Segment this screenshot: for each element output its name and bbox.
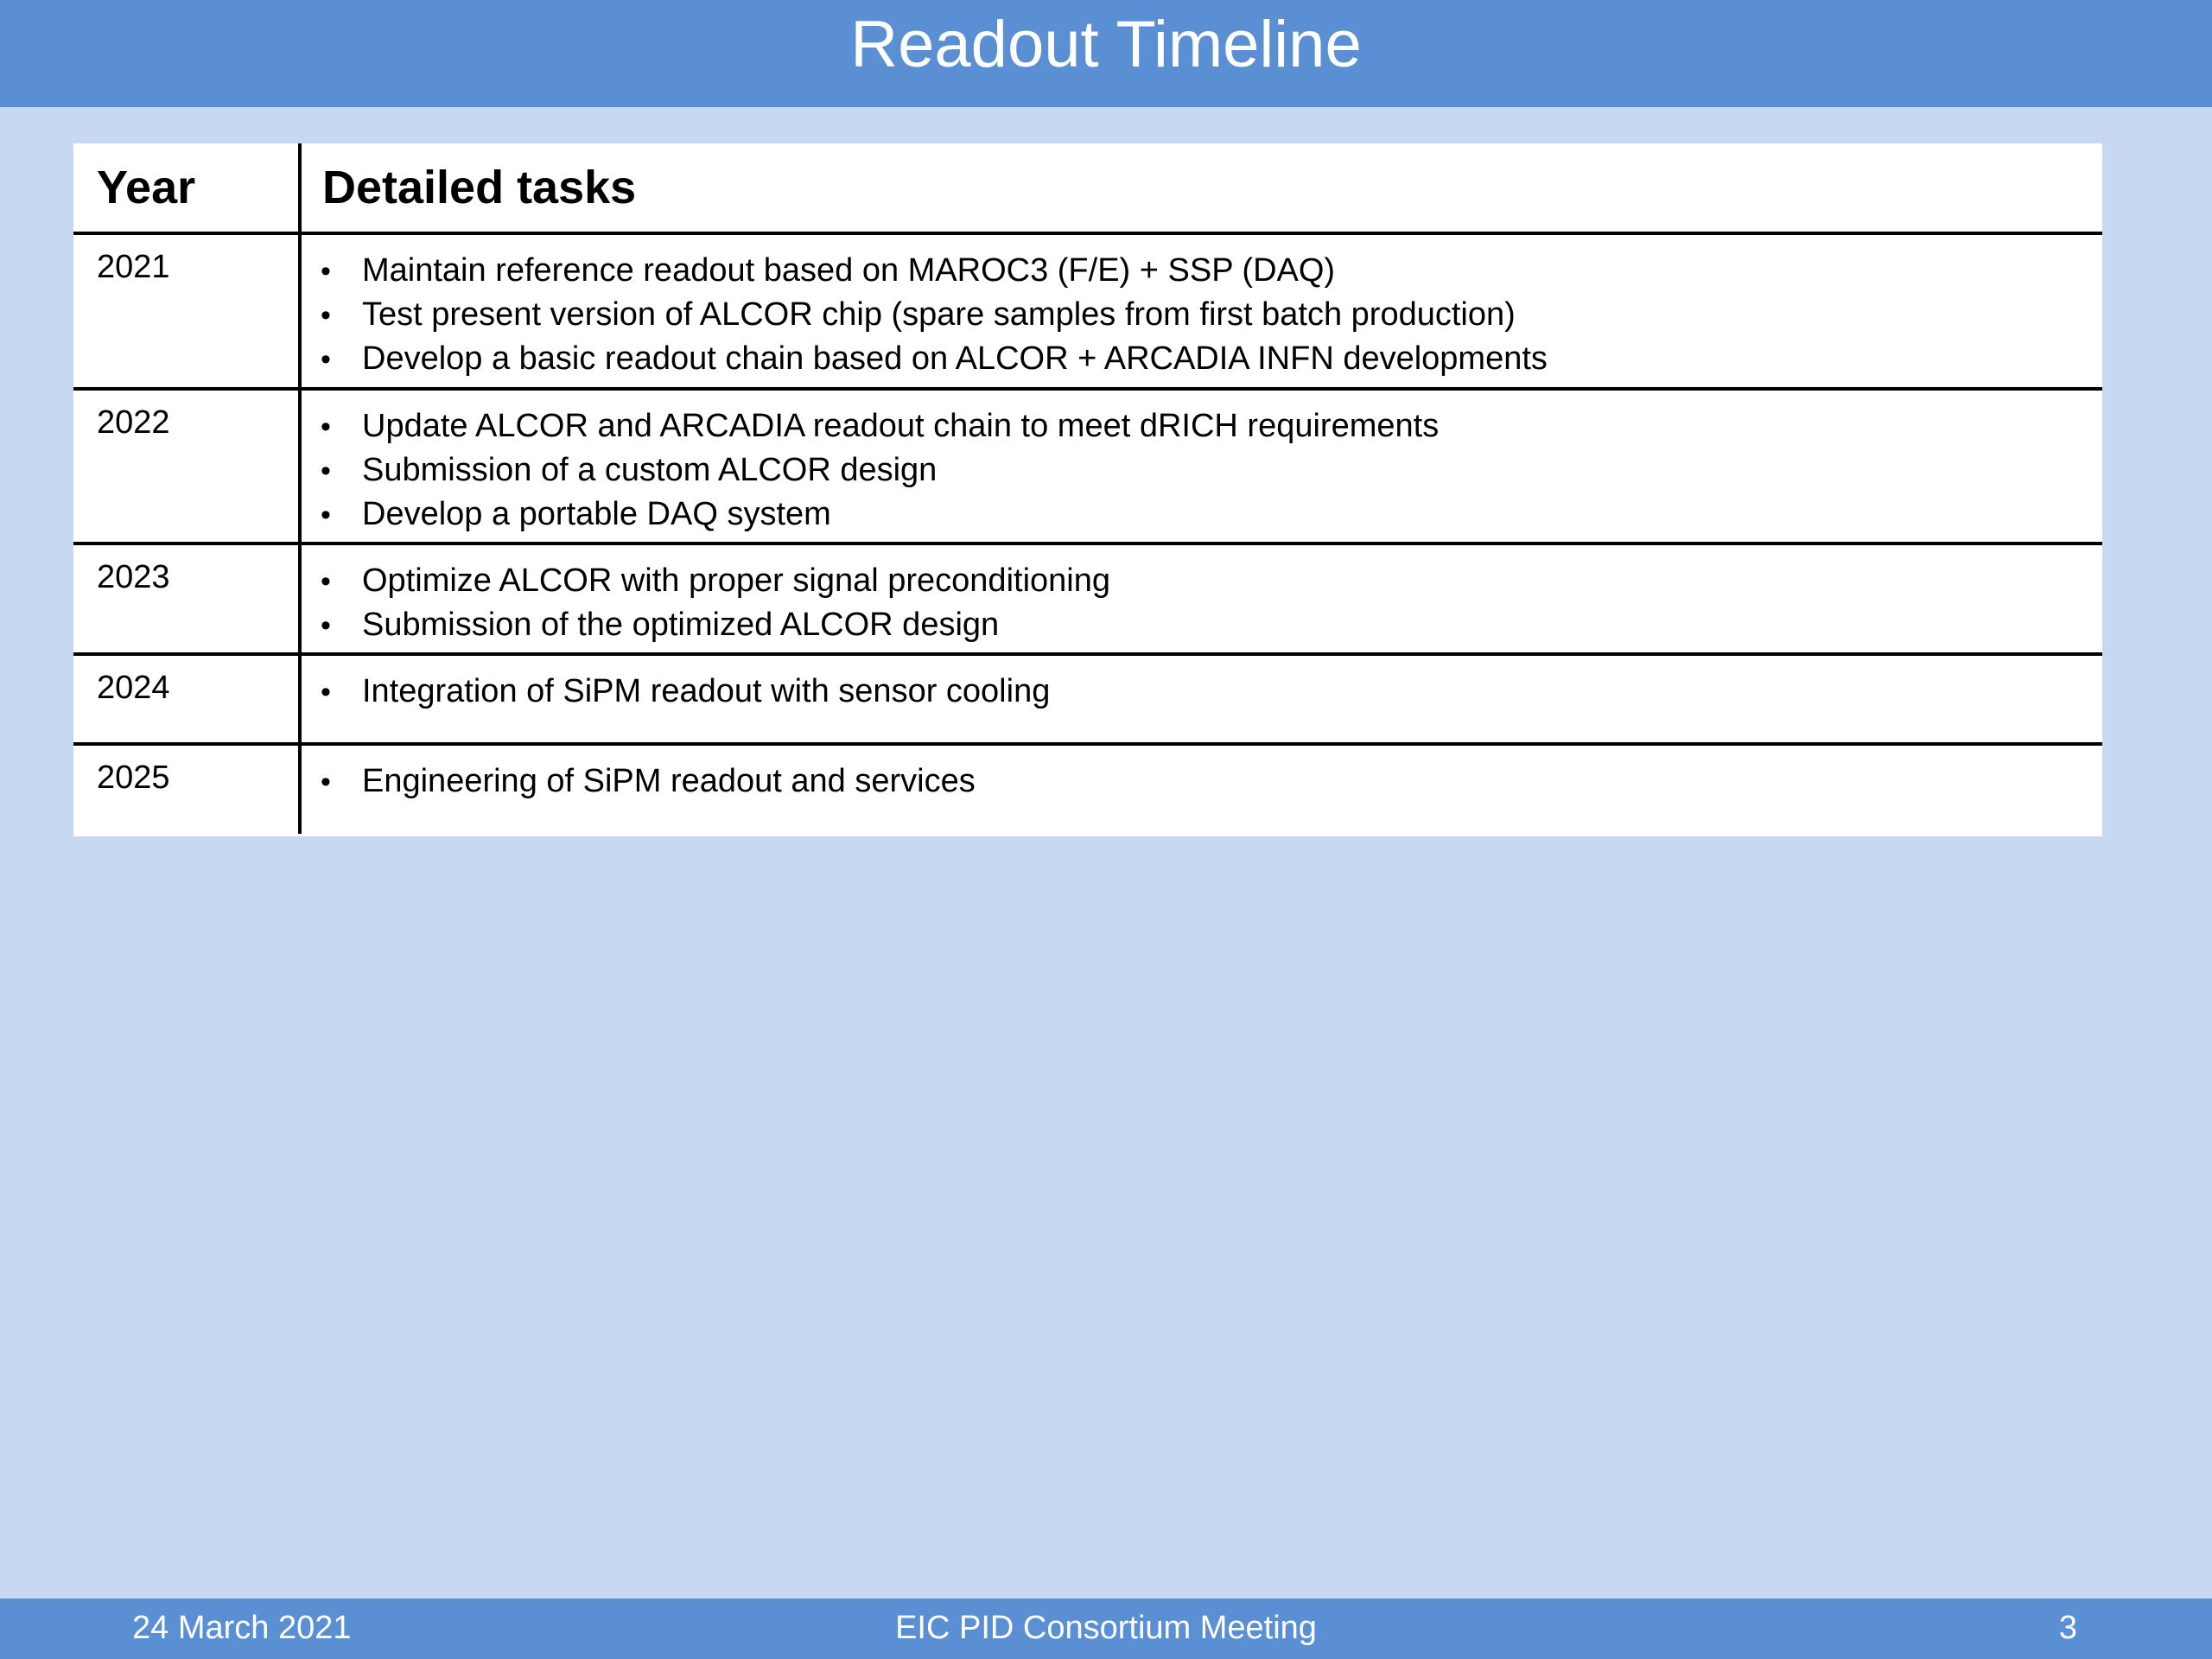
task-text: Submission of a custom ALCOR design [362, 452, 938, 488]
row-year: 2025 [73, 744, 300, 834]
footer-date: 24 March 2021 [132, 1610, 352, 1646]
timeline-table [73, 143, 2102, 834]
bullet-icon: • [321, 766, 331, 798]
table-row [73, 389, 2102, 543]
bullet-icon: • [321, 410, 331, 443]
year-column-header: Year [73, 143, 300, 233]
footer-meeting: EIC PID Consortium Meeting [895, 1610, 1317, 1646]
bullet-icon: • [321, 454, 331, 487]
bullet-icon: • [321, 299, 331, 332]
task-item [321, 493, 2102, 537]
footer-bar [0, 1599, 2212, 1659]
task-item [321, 404, 2102, 448]
tasks-column-header: Detailed tasks [300, 143, 2102, 233]
task-item [321, 603, 2102, 647]
task-text: Develop a portable DAQ system [362, 496, 831, 532]
row-tasks [300, 389, 2102, 543]
bullet-icon: • [321, 343, 331, 376]
table-row [73, 233, 2102, 389]
bullet-icon: • [321, 565, 331, 598]
row-year: 2021 [73, 233, 300, 389]
bullet-icon: • [321, 676, 331, 709]
row-tasks [300, 744, 2102, 834]
row-tasks [300, 654, 2102, 744]
slide-title: Readout Timeline [850, 8, 1362, 81]
row-year: 2024 [73, 654, 300, 744]
task-text: Optimize ALCOR with proper signal preconditioning [362, 563, 1110, 599]
table-row [73, 744, 2102, 834]
row-tasks [300, 543, 2102, 654]
row-year: 2022 [73, 389, 300, 543]
task-item [321, 760, 2102, 804]
task-item [321, 337, 2102, 381]
task-text: Integration of SiPM readout with sensor cooling [362, 673, 1051, 709]
timeline-table-container [73, 143, 2102, 836]
task-text: Maintain reference readout based on MAROC3 (F/E) + SSP (DAQ) [362, 252, 1336, 289]
task-item [321, 559, 2102, 603]
bullet-icon: • [321, 499, 331, 531]
bullet-icon: • [321, 609, 331, 642]
task-text: Update ALCOR and ARCADIA readout chain to meet dRICH requirements [362, 408, 1440, 444]
task-item [321, 293, 2102, 337]
table-row [73, 543, 2102, 654]
task-item [321, 448, 2102, 493]
task-text: Engineering of SiPM readout and services [362, 763, 976, 799]
footer-page-number: 3 [2058, 1610, 2077, 1646]
task-text: Submission of the optimized ALCOR design [362, 607, 1000, 643]
title-bar [0, 0, 2212, 107]
table-row [73, 654, 2102, 744]
row-year: 2023 [73, 543, 300, 654]
task-item [321, 670, 2102, 714]
task-text: Develop a basic readout chain based on ALCOR + ARCADIA INFN developments [362, 340, 1548, 377]
task-text: Test present version of ALCOR chip (spare samples from first batch production) [362, 296, 1516, 333]
row-tasks [300, 233, 2102, 389]
bullet-icon: • [321, 255, 331, 288]
task-item [321, 249, 2102, 293]
table-header-row [73, 143, 2102, 233]
